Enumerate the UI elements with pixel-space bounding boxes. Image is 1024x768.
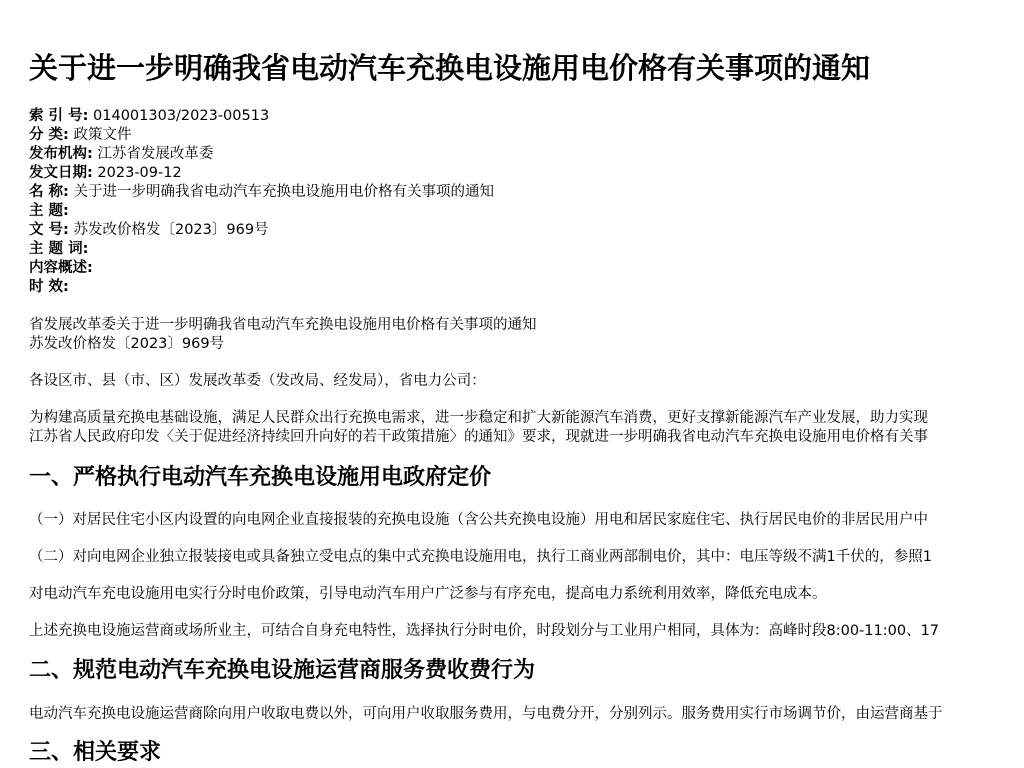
metadata-row-document-number — [29, 221, 494, 240]
metadata-value: 苏发改价格发〔2023〕969号 — [68, 222, 269, 238]
section1-paragraph-4: 上述充换电设施运营商或场所业主，可结合自身充电特性，选择执行分时电价，时段划分与工业用户相同，具体为：高峰时段8:00-11:00、17 — [29, 623, 940, 639]
salutation: 各设区市、县（市、区）发展改革委（发改局、经发局），省电力公司： — [29, 373, 486, 389]
metadata-row-publisher — [29, 145, 494, 164]
notice-header — [29, 316, 537, 354]
metadata-label: 发布机构: — [29, 146, 93, 162]
metadata-row-summary — [29, 259, 494, 278]
metadata-label: 名 称: — [29, 184, 69, 200]
metadata-label: 分 类: — [29, 127, 69, 143]
metadata-row-issue-date — [29, 164, 494, 183]
section-heading-3: 三、相关要求 — [29, 740, 162, 765]
section2-paragraph-1: 电动汽车充换电设施运营商除向用户收取电费以外，可向用户收取服务费用，与电费分开，分别列示。服务费用实行市场调节价，由运营商基于 — [29, 706, 943, 722]
metadata-label: 主 题: — [29, 203, 69, 219]
metadata-value: 2023-09-12 — [92, 165, 182, 181]
metadata-label: 时 效: — [29, 279, 69, 295]
metadata-label: 内容概述: — [29, 260, 93, 276]
metadata-label: 主 题 词: — [29, 241, 89, 257]
metadata-row-keywords — [29, 240, 494, 259]
intro-line: 江苏省人民政府印发〈关于促进经济持续回升向好的若干政策措施〉的通知》要求，现就进一步明确我省电动汽车充换电设施用电价格有关事 — [29, 429, 928, 445]
metadata-row-validity — [29, 278, 494, 297]
section-heading-1: 一、严格执行电动汽车充换电设施用电政府定价 — [29, 465, 492, 490]
section1-paragraph-3: 对电动汽车充电设施用电实行分时电价政策，引导电动汽车用户广泛参与有序充电，提高电力系统利用效率，降低充电成本。 — [29, 586, 827, 602]
section1-paragraph-1: （一）对居民住宅小区内设置的向电网企业直接报装的充换电设施（含公共充换电设施）用电和居民家庭住宅、执行居民电价的非居民用户中 — [29, 512, 928, 528]
metadata-value: 014001303/2023-00513 — [88, 108, 270, 124]
notice-header-number: 苏发改价格发〔2023〕969号 — [29, 336, 225, 352]
metadata-label: 发文日期: — [29, 165, 93, 181]
notice-header-title: 省发展改革委关于进一步明确我省电动汽车充换电设施用电价格有关事项的通知 — [29, 317, 537, 333]
intro-line: 为构建高质量充换电基础设施，满足人民群众出行充换电需求，进一步稳定和扩大新能源汽车消费，更好支撑新能源汽车产业发展，助力实现 — [29, 410, 928, 426]
metadata-row-category — [29, 126, 494, 145]
metadata-value: 江苏省发展改革委 — [92, 146, 214, 162]
section1-paragraph-2: （二）对向电网企业独立报装接电或具备独立受电点的集中式充换电设施用电，执行工商业两部制电价，其中：电压等级不满1千伏的，参照1 — [29, 549, 932, 565]
metadata-value: 政策文件 — [68, 127, 132, 143]
metadata-table — [29, 107, 494, 297]
section-heading-2: 二、规范电动汽车充换电设施运营商服务费收费行为 — [29, 658, 536, 683]
metadata-row-name — [29, 183, 494, 202]
intro-paragraph — [29, 409, 928, 447]
metadata-row-subject — [29, 202, 494, 221]
metadata-value: 关于进一步明确我省电动汽车充换电设施用电价格有关事项的通知 — [68, 184, 494, 200]
metadata-row-index-number — [29, 107, 494, 126]
metadata-label: 索 引 号: — [29, 108, 89, 124]
metadata-label: 文 号: — [29, 222, 69, 238]
document-title: 关于进一步明确我省电动汽车充换电设施用电价格有关事项的通知 — [29, 51, 871, 85]
